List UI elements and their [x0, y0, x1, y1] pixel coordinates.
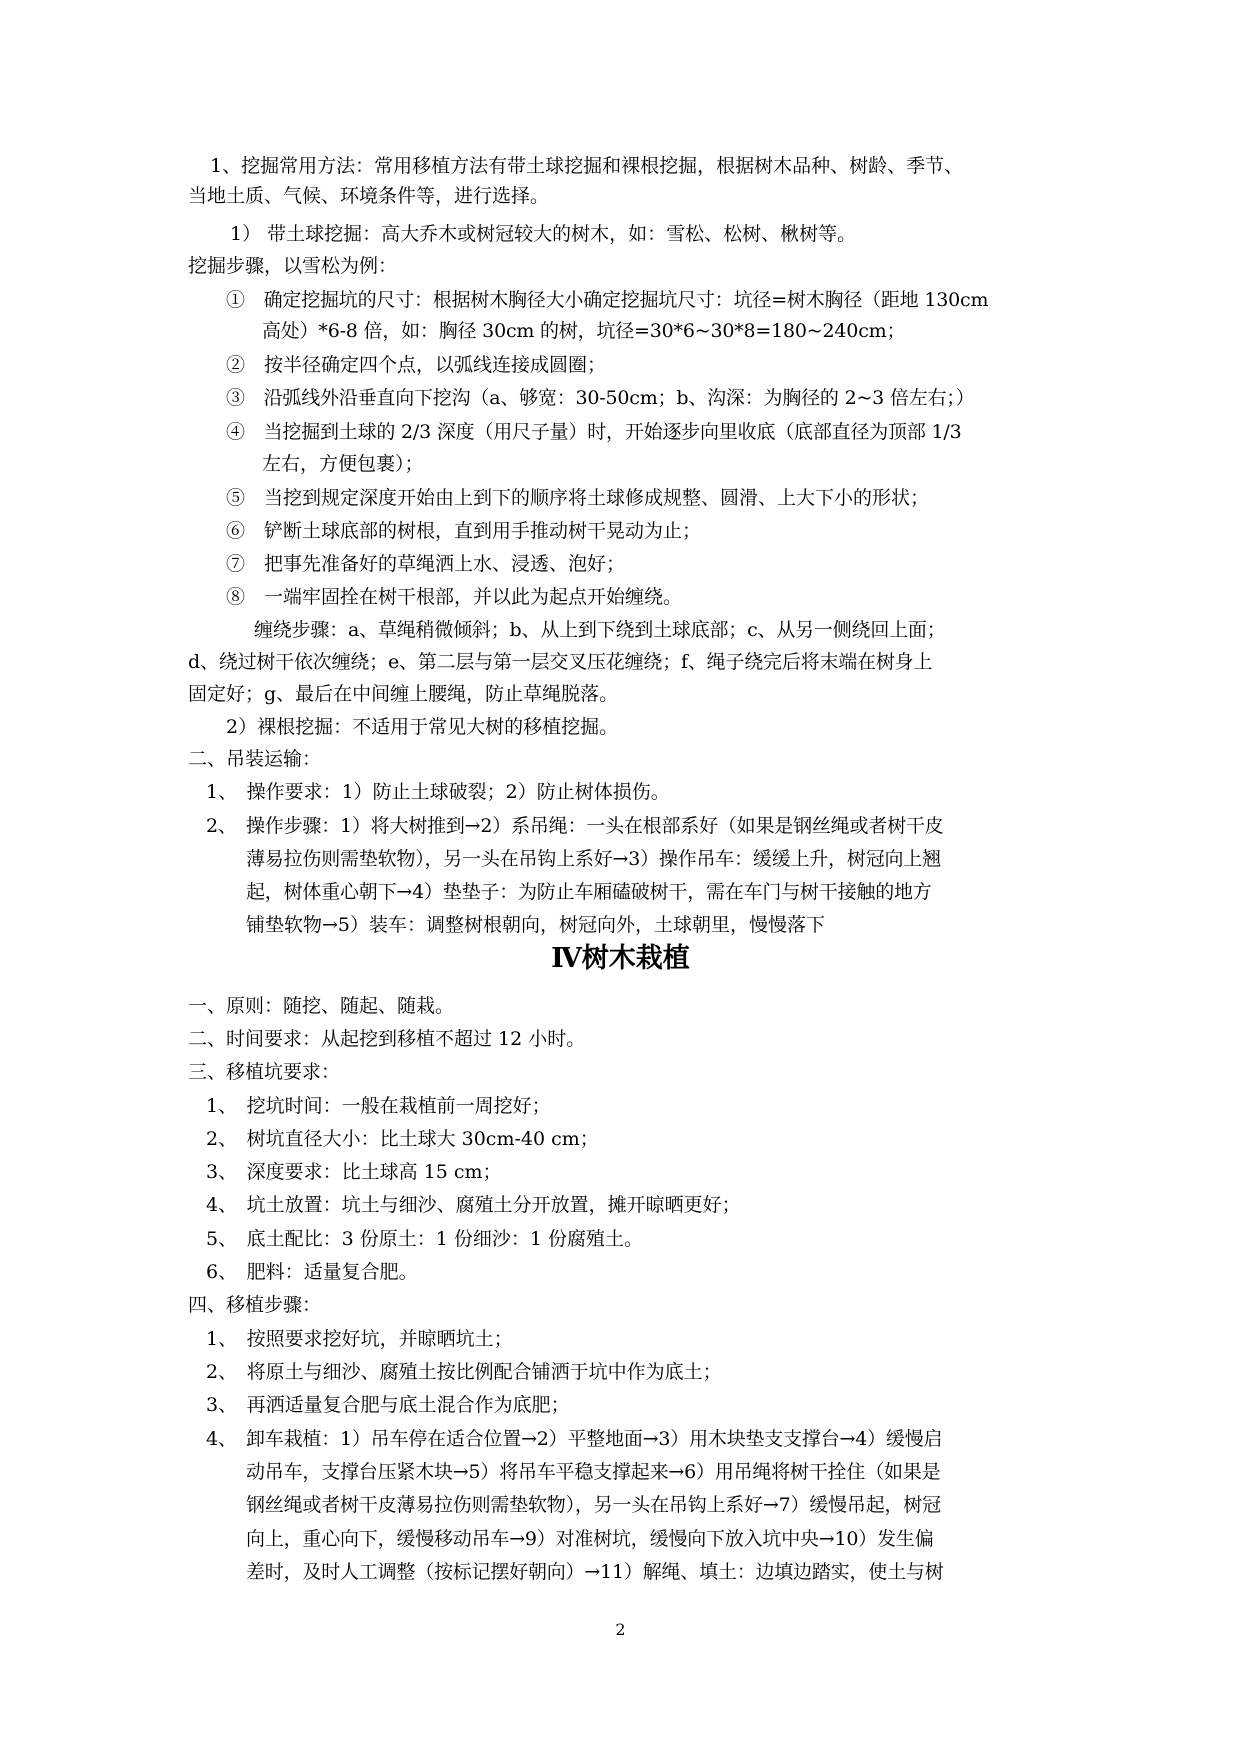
text-line: 4、 卸车栽植：1）吊车停在适合位置→2）平整地面→3）用木块垫支支撑台→4）缓慢启 — [206, 1428, 943, 1450]
section-heading: 四、移植步骤： — [188, 1294, 322, 1316]
text-line: 高处）*6-8 倍，如：胸径 30cm 的树，坑径=30*6~30*8=180~240cm； — [262, 320, 906, 342]
text-line: ④ 当挖掘到土球的 2/3 深度（用尺子量）时，开始逐步向里收底（底部直径为顶部 1/3 — [226, 421, 962, 443]
text-line: d、绕过树干依次缠绕；e、第二层与第一层交叉压花缠绕；f、绳子绕完后将末端在树身上 — [188, 651, 933, 673]
text-line: 缠绕步骤：a、草绳稍微倾斜；b、从上到下绕到土球底部；c、从另一侧绕回上面； — [254, 619, 946, 641]
section-heading: 二、吊装运输： — [188, 748, 322, 770]
text-line: 1） 带土球挖掘：高大乔木或树冠较大的树木，如：雪松、松树、楸树等。 — [230, 223, 857, 245]
text-line: 1、 挖坑时间：一般在栽植前一周挖好； — [206, 1095, 551, 1117]
text-line: 6、 肥料：适量复合肥。 — [206, 1261, 418, 1283]
text-line: 1、 操作要求：1）防止土球破裂；2）防止树体损伤。 — [206, 781, 670, 803]
text-line: 1、挖掘常用方法：常用移植方法有带土球挖掘和裸根挖掘，根据树木品种、树龄、季节、 — [210, 155, 964, 177]
text-line: ⑧ 一端牢固拴在树干根部，并以此为起点开始缠绕。 — [226, 586, 683, 608]
page-number: 2 — [615, 1620, 626, 1639]
text-line: 差时，及时人工调整（按标记摆好朝向）→11）解绳、填土：边填边踏实，使土与树 — [246, 1561, 944, 1583]
text-line: 铺垫软物→5）装车：调整树根朝向，树冠向外，土球朝里，慢慢落下 — [246, 914, 826, 936]
text-line: ⑥ 铲断土球底部的树根，直到用手推动树干晃动为止； — [226, 520, 702, 542]
section-heading: 三、移植坑要求： — [188, 1061, 341, 1083]
text-line: 向上，重心向下，缓慢移动吊车→9）对准树坑，缓慢向下放入坑中央→10）发生偏 — [246, 1528, 934, 1550]
text-line: 2）裸根挖掘：不适用于常见大树的移植挖掘。 — [226, 716, 619, 738]
text-line: 一、原则：随挖、随起、随栽。 — [188, 995, 455, 1017]
text-line: 2、 操作步骤：1）将大树推到→2）系吊绳：一头在根部系好（如果是钢丝绳或者树干皮 — [206, 815, 944, 837]
text-line: 二、时间要求：从起挖到移植不超过 12 小时。 — [188, 1028, 586, 1050]
text-line: 2、 树坑直径大小：比土球大 30cm-40 cm； — [206, 1128, 599, 1150]
text-line: 5、 底土配比：3 份原土：1 份细沙：1 份腐殖土。 — [206, 1228, 643, 1250]
text-line: ② 按半径确定四个点，以弧线连接成圆圈； — [226, 354, 607, 376]
text-line: 4、 坑土放置：坑土与细沙、腐殖土分开放置，摊开晾晒更好； — [206, 1194, 741, 1216]
text-line: 2、 将原土与细沙、腐殖土按比例配合铺洒于坑中作为底土； — [206, 1361, 722, 1383]
text-line: 起，树体重心朝下→4）垫垫子：为防止车厢磕破树干，需在车门与树干接触的地方 — [246, 881, 932, 903]
text-line: ③ 沿弧线外沿垂直向下挖沟（a、够宽：30-50cm；b、沟深：为胸径的 2~3 倍左右；） — [226, 387, 975, 409]
text-line: 固定好；g、最后在中间缠上腰绳，防止草绳脱落。 — [188, 683, 619, 705]
text-line: ⑤ 当挖到规定深度开始由上到下的顺序将土球修成规整、圆滑、上大下小的形状； — [226, 487, 930, 509]
text-line: ⑦ 把事先准备好的草绳洒上水、浸透、泡好； — [226, 553, 626, 575]
page-title: Ⅳ树木栽植 — [551, 943, 690, 974]
text-line: 3、 深度要求：比土球高 15 cm； — [206, 1161, 502, 1183]
text-line: 1、 按照要求挖好坑，并晾晒坑土； — [206, 1328, 513, 1350]
text-line: 薄易拉伤则需垫软物），另一头在吊钩上系好→3）操作吊车：缓缓上升，树冠向上翘 — [246, 848, 941, 870]
text-line: 动吊车，支撑台压紧木块→5）将吊车平稳支撑起来→6）用吊绳将树干拴住（如果是 — [246, 1461, 941, 1483]
text-line: 挖掘步骤，以雪松为例： — [188, 255, 398, 277]
text-line: ① 确定挖掘坑的尺寸：根据树木胸径大小确定挖掘坑尺寸：坑径=树木胸径（距地 130cm — [226, 289, 989, 311]
text-line: 3、 再洒适量复合肥与底土混合作为底肥； — [206, 1394, 570, 1416]
text-line: 钢丝绳或者树干皮薄易拉伤则需垫软物），另一头在吊钩上系好→7）缓慢吊起，树冠 — [246, 1494, 941, 1516]
text-line: 左右，方便包裹）； — [262, 453, 424, 475]
text-line: 当地土质、气候、环境条件等，进行选择。 — [188, 185, 550, 207]
